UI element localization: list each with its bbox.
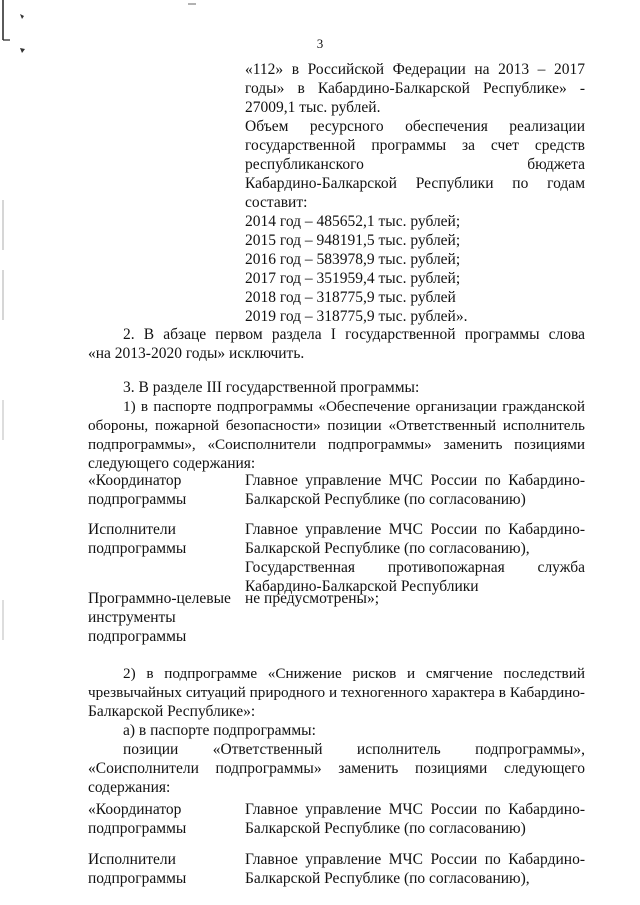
item2-line: 2. В абзаце первом раздела I государственной программы слова xyxy=(123,326,585,343)
item3-2-line: 2) в подпрограмме «Снижение рисков и смягчение последствий xyxy=(123,665,585,682)
passport-line: государственной программы за счет средств xyxy=(245,137,585,154)
item3-line: обороны, пожарной безопасности» позиции «Ответственный исполнитель xyxy=(88,417,585,434)
item3-line: 3. В разделе III государственной программы: xyxy=(123,379,420,396)
passport-line: 27009,1 тыс. рублей. xyxy=(245,99,381,116)
table1-coordinator-label: «Координатор xyxy=(88,472,182,489)
table1-executors-value: Кабардино-Балкарской Республики xyxy=(245,578,479,595)
passport-line: 2017 год – 351959,4 тыс. рублей; xyxy=(245,270,461,287)
table1-coordinator-value: Балкарской Республике (по согласованию) xyxy=(245,491,526,508)
table1-instruments-label: Программно-целевые xyxy=(88,590,231,607)
table1-coordinator-value: Главное управление МЧС России по Кабардино- xyxy=(245,472,585,489)
table2-executors-value: Главное управление МЧС России по Кабардино- xyxy=(245,851,585,868)
passport-line: составит: xyxy=(245,194,308,211)
table1-executors-value: Государственная противопожарная служба xyxy=(245,559,585,576)
item3-line: 1) в паспорте подпрограммы «Обеспечение организации гражданской xyxy=(123,398,585,415)
table1-instruments-label: подпрограммы xyxy=(88,628,187,645)
table1-coordinator-label: подпрограммы xyxy=(88,491,187,508)
passport-line: 2019 год – 318775,9 тыс. рублей». xyxy=(245,308,468,325)
passport-line: 2018 год – 318775,9 тыс. рублей xyxy=(245,289,456,306)
table1-executors-value: Балкарской Республике (по согласованию), xyxy=(245,540,530,557)
passport-line: «112» в Российской Федерации на 2013 – 2017 xyxy=(245,61,585,78)
table1-instruments-value: не предусмотрены»; xyxy=(245,590,379,607)
item3-2-line: «Соисполнители подпрограммы» заменить позициями следующего xyxy=(88,760,585,777)
table2-executors-label: Исполнители xyxy=(88,851,176,868)
item3-2-line: позиции «Ответственный исполнитель подпрограммы», xyxy=(123,741,585,758)
item3-2-line: Балкарской Республике»: xyxy=(88,703,256,720)
item2-line: «на 2013-2020 годы» исключить. xyxy=(88,345,305,362)
item3-line: подпрограммы», «Соисполнители подпрограммы» заменить позициями xyxy=(88,436,585,453)
passport-line: Кабардино-Балкарской Республики по годам xyxy=(245,175,585,192)
passport-line: 2016 год – 583978,9 тыс. рублей; xyxy=(245,251,461,268)
table2-coordinator-value: Главное управление МЧС России по Кабардино- xyxy=(245,801,585,818)
item3-line: следующего содержания: xyxy=(88,455,256,472)
table1-executors-label: Исполнители xyxy=(88,521,176,538)
passport-line: 2015 год – 948191,5 тыс. рублей; xyxy=(245,232,461,249)
item3-2-line: чрезвычайных ситуаций природного и техногенного характера в Кабардино- xyxy=(88,684,585,701)
passport-line: республиканского бюджета xyxy=(245,156,585,173)
table2-executors-label: подпрограммы xyxy=(88,870,187,887)
table2-coordinator-label: подпрограммы xyxy=(88,820,187,837)
table1-executors-label: подпрограммы xyxy=(88,540,187,557)
page-number: 3 xyxy=(316,36,324,51)
table1-instruments-label: инструменты xyxy=(88,609,176,626)
passport-line: Объем ресурсного обеспечения реализации xyxy=(245,118,585,135)
table1-executors-value: Главное управление МЧС России по Кабардино- xyxy=(245,521,585,538)
table2-coordinator-value: Балкарской Республике (по согласованию) xyxy=(245,820,526,837)
table2-executors-value: Балкарской Республике (по согласованию), xyxy=(245,870,530,887)
item3-2-line: а) в паспорте подпрограммы: xyxy=(123,722,316,739)
passport-line: 2014 год – 485652,1 тыс. рублей; xyxy=(245,213,461,230)
passport-line: годы» в Кабардино-Балкарской Республике» - xyxy=(245,80,585,97)
item3-2-line: содержания: xyxy=(88,779,171,796)
table2-coordinator-label: «Координатор xyxy=(88,801,182,818)
